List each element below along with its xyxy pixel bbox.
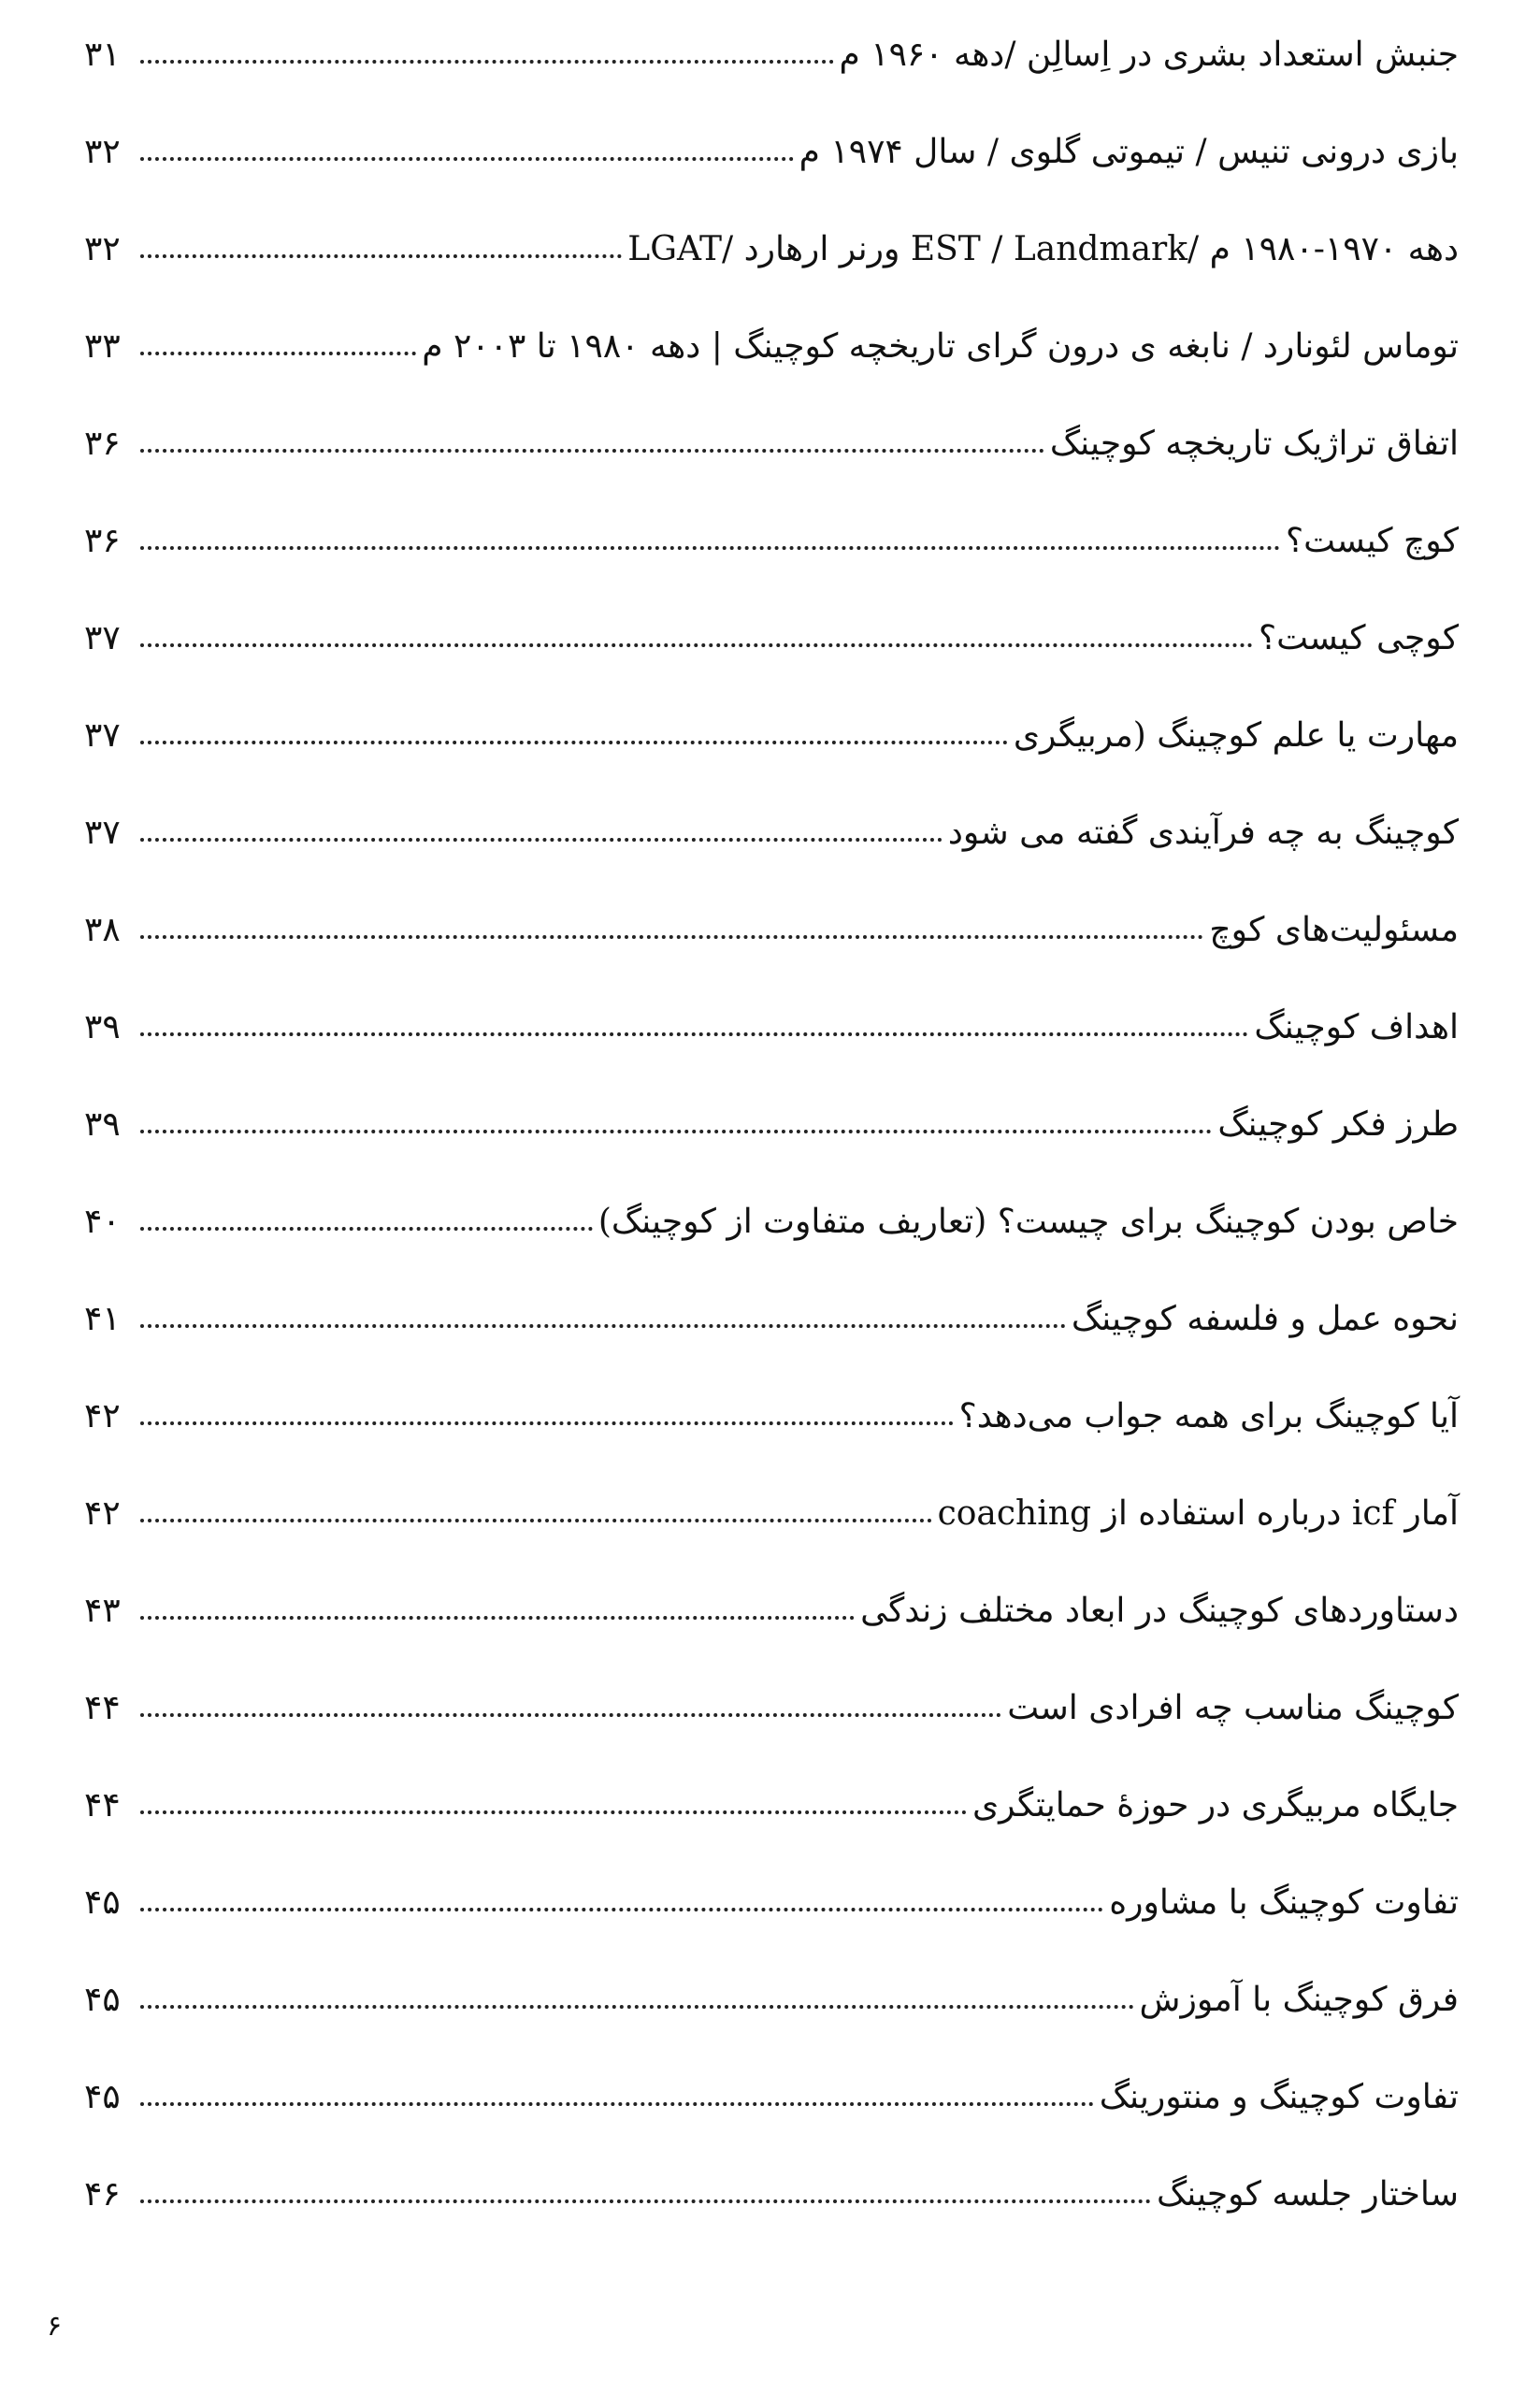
dot-leader bbox=[140, 838, 943, 842]
toc-entry-title: نحوه عمل و فلسفه کوچینگ bbox=[1071, 1299, 1459, 1338]
toc-entry-page: ۴۲ bbox=[84, 1396, 121, 1435]
toc-entry-title: تفاوت کوچینگ و منتورینگ bbox=[1099, 2077, 1459, 2116]
toc-entry-title: اتفاق تراژیک تاریخچه کوچینگ bbox=[1049, 424, 1459, 463]
dot-leader bbox=[140, 546, 1280, 550]
toc-entry-title: دستاوردهای کوچینگ در ابعاد مختلف زندگی bbox=[860, 1591, 1459, 1630]
toc-entry bbox=[84, 1070, 1459, 1145]
toc-entry-title: جایگاه مربیگری در حوزۀ حمایتگری bbox=[971, 1785, 1459, 1824]
dot-leader bbox=[140, 1908, 1103, 1911]
toc-entry-page: ۴۰ bbox=[84, 1202, 121, 1241]
toc-entry-title: طرز فکر کوچینگ bbox=[1217, 1104, 1459, 1144]
dot-leader bbox=[140, 1519, 932, 1522]
toc-entry-title: کوچینگ مناسب چه افرادی است bbox=[1007, 1688, 1459, 1727]
toc-entry-title: اهداف کوچینگ bbox=[1254, 1007, 1459, 1046]
dot-leader bbox=[140, 157, 794, 161]
toc-entry bbox=[84, 1264, 1459, 1339]
toc-entry-page: ۳۷ bbox=[84, 618, 121, 657]
toc-entry-title: کوچ کیست؟ bbox=[1286, 521, 1459, 560]
toc-entry-page: ۴۴ bbox=[84, 1785, 121, 1824]
toc-entry-page: ۳۳ bbox=[84, 326, 121, 366]
toc-entry-page: ۳۸ bbox=[84, 910, 121, 949]
dot-leader bbox=[140, 1810, 967, 1814]
toc-entry-page: ۳۷ bbox=[84, 813, 121, 852]
dot-leader bbox=[140, 1227, 593, 1231]
dot-leader bbox=[140, 352, 416, 355]
toc-entry-title: کوچی کیست؟ bbox=[1258, 618, 1459, 657]
toc-entry bbox=[84, 681, 1459, 756]
dot-leader bbox=[140, 2005, 1134, 2009]
toc-entry bbox=[84, 97, 1459, 172]
table-of-contents bbox=[84, 0, 1459, 2244]
toc-entry-page: ۳۹ bbox=[84, 1104, 121, 1144]
dot-leader bbox=[140, 643, 1253, 647]
toc-entry bbox=[84, 973, 1459, 1047]
toc-entry bbox=[84, 1556, 1459, 1631]
toc-entry-title: آیا کوچینگ برای همه جواب می‌دهد؟ bbox=[958, 1396, 1459, 1435]
toc-entry-page: ۴۱ bbox=[84, 1299, 121, 1338]
page-number: ۶ bbox=[47, 2310, 63, 2343]
toc-entry bbox=[84, 1945, 1459, 2020]
toc-entry-page: ۳۷ bbox=[84, 715, 121, 755]
toc-entry-title: توماس لئونارد / نابغه ی درون گرای تاریخچه کوچینگ | دهه ۱۹۸۰ تا ۲۰۰۳ م bbox=[422, 326, 1459, 366]
toc-entry-page: ۳۹ bbox=[84, 1007, 121, 1046]
toc-entry-title: آمار icf درباره استفاده از coaching bbox=[937, 1493, 1459, 1533]
toc-entry-page: ۴۶ bbox=[84, 2174, 121, 2214]
toc-entry bbox=[84, 1167, 1459, 1242]
toc-entry bbox=[84, 875, 1459, 950]
toc-entry bbox=[84, 2140, 1459, 2214]
toc-entry-title: ساختار جلسه کوچینگ bbox=[1156, 2174, 1459, 2214]
toc-entry bbox=[84, 1653, 1459, 1728]
dot-leader bbox=[140, 935, 1203, 939]
toc-entry-title: کوچینگ به چه فرآیندی گفته می شود bbox=[947, 813, 1459, 852]
toc-entry bbox=[84, 1362, 1459, 1436]
toc-entry bbox=[84, 292, 1459, 367]
dot-leader bbox=[140, 1032, 1248, 1036]
toc-entry-page: ۳۱ bbox=[84, 35, 121, 74]
toc-entry-title: LGAT/ ورنر ارهارد EST / Landmark/ دهه ۱۹۷۰-۱۹۸۰ م bbox=[627, 229, 1459, 268]
dot-leader bbox=[140, 1616, 855, 1620]
toc-entry-page: ۳۶ bbox=[84, 424, 121, 463]
dot-leader bbox=[140, 1130, 1212, 1133]
toc-entry bbox=[84, 1751, 1459, 1825]
toc-entry-title: مهارت یا علم کوچینگ (مربیگری bbox=[1013, 715, 1459, 755]
toc-entry-page: ۳۶ bbox=[84, 521, 121, 560]
toc-entry-title: مسئولیت‌های کوچ bbox=[1209, 910, 1459, 949]
toc-entry-page: ۴۲ bbox=[84, 1493, 121, 1533]
toc-entry-title: جنبش استعداد بشری در اِسالِن /دهه ۱۹۶۰ م bbox=[839, 35, 1459, 74]
toc-entry-page: ۴۵ bbox=[84, 1980, 121, 2019]
dot-leader bbox=[140, 449, 1044, 453]
toc-entry bbox=[84, 2042, 1459, 2117]
toc-entry bbox=[84, 195, 1459, 269]
toc-entry bbox=[84, 1848, 1459, 1923]
toc-entry-page: ۴۳ bbox=[84, 1591, 121, 1630]
toc-entry-page: ۳۲ bbox=[84, 132, 121, 171]
toc-entry bbox=[84, 1459, 1459, 1534]
dot-leader bbox=[140, 254, 622, 258]
dot-leader bbox=[140, 1324, 1066, 1328]
dot-leader bbox=[140, 60, 834, 64]
dot-leader bbox=[140, 741, 1008, 744]
dot-leader bbox=[140, 1421, 954, 1425]
dot-leader bbox=[140, 2199, 1151, 2203]
toc-entry-title: فرق کوچینگ با آموزش bbox=[1139, 1980, 1459, 2019]
toc-entry-page: ۴۴ bbox=[84, 1688, 121, 1727]
toc-entry bbox=[84, 486, 1459, 561]
dot-leader bbox=[140, 1713, 1001, 1717]
toc-entry-title: تفاوت کوچینگ با مشاوره bbox=[1109, 1882, 1459, 1922]
toc-entry-title: بازی درونی تنیس / تیموتی گلوی / سال ۱۹۷۴ م bbox=[799, 132, 1459, 171]
dot-leader bbox=[140, 2102, 1094, 2106]
toc-entry-page: ۴۵ bbox=[84, 1882, 121, 1922]
toc-entry bbox=[84, 778, 1459, 853]
toc-entry-page: ۴۵ bbox=[84, 2077, 121, 2116]
toc-entry-page: ۳۲ bbox=[84, 229, 121, 268]
toc-entry-title: خاص بودن کوچینگ برای چیست؟ (تعاریف متفاوت از کوچینگ) bbox=[597, 1202, 1459, 1241]
toc-entry bbox=[84, 0, 1459, 75]
toc-entry bbox=[84, 584, 1459, 658]
toc-entry bbox=[84, 389, 1459, 464]
